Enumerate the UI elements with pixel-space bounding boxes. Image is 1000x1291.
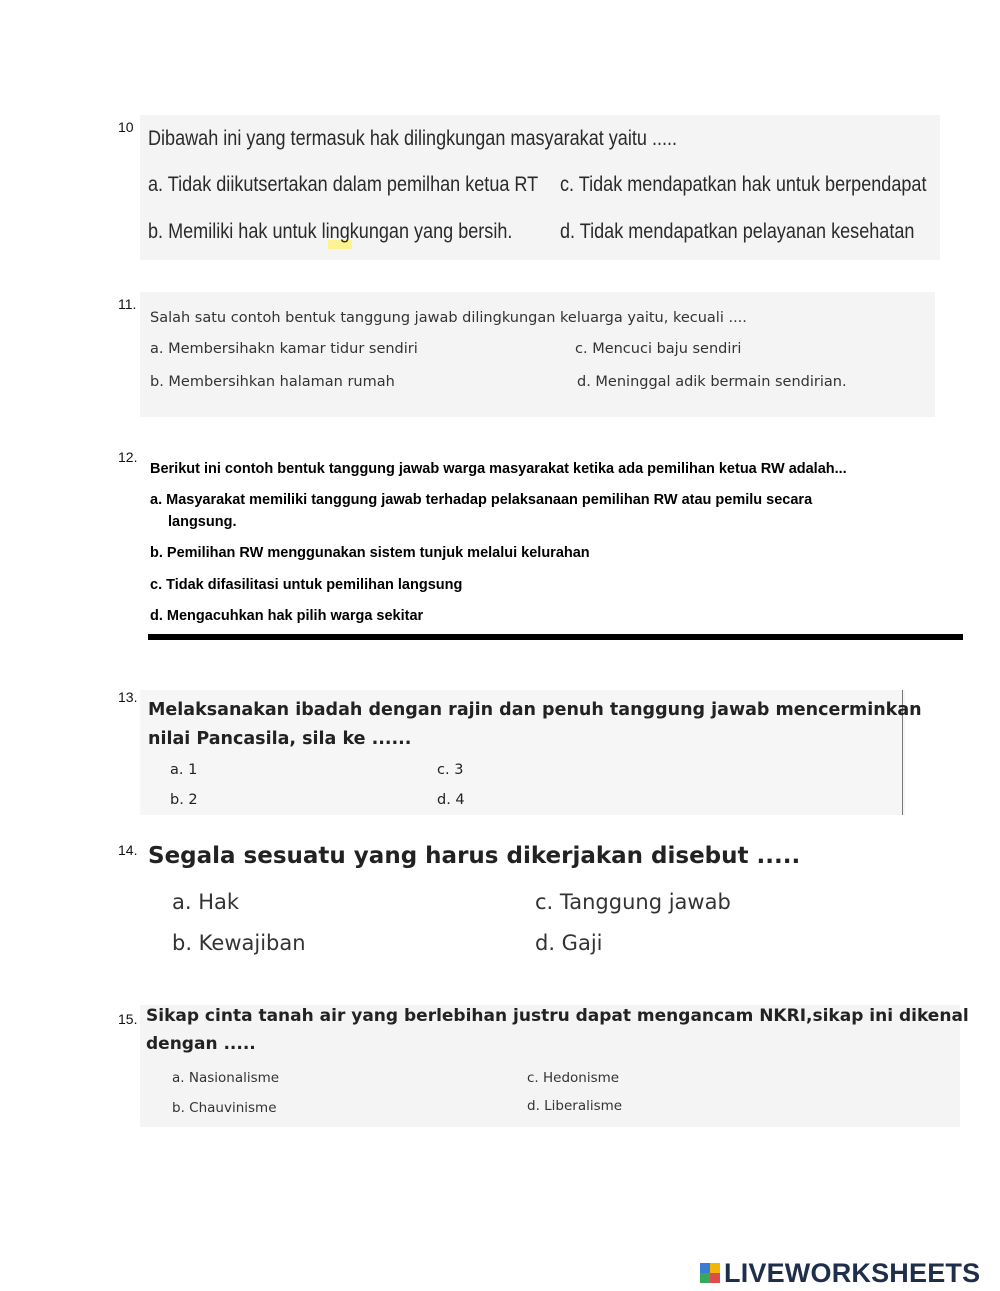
option-a[interactable]: a. Masyarakat memiliki tanggung jawab terhadap pelaksanaan pemilihan RW atau pemilu secara	[150, 492, 813, 508]
option-c[interactable]: c. Tidak mendapatkan hak untuk berpendapat	[560, 173, 927, 196]
liveworksheets-logo-icon	[700, 1263, 720, 1283]
option-c[interactable]: c. Mencuci baju sendiri	[575, 341, 742, 357]
option-d[interactable]: d. Tidak mendapatkan pelayanan kesehatan	[560, 220, 915, 243]
question-number: 10	[118, 119, 134, 135]
option-d[interactable]: d. 4	[437, 792, 465, 808]
option-a[interactable]: a. Nasionalisme	[172, 1070, 280, 1086]
option-b[interactable]: b. Pemilihan RW menggunakan sistem tunjuk melalui kelurahan	[150, 545, 590, 561]
option-d[interactable]: d. Gaji	[535, 931, 603, 955]
option-c[interactable]: c. Tidak difasilitasi untuk pemilihan langsung	[150, 577, 463, 593]
option-d[interactable]: d. Mengacuhkan hak pilih warga sekitar	[150, 608, 424, 624]
option-c[interactable]: c. 3	[437, 762, 464, 778]
brand-name: LIVEWORKSHEETS	[724, 1257, 981, 1288]
option-b[interactable]: b. 2	[170, 792, 198, 808]
question-stem-continued: nilai Pancasila, sila ke ......	[148, 729, 412, 749]
question-stem: Berikut ini contoh bentuk tanggung jawab warga masyarakat ketika ada pemilihan ketua RW adalah...	[150, 461, 847, 477]
separator-rule	[148, 634, 963, 640]
question-number: 12.	[118, 449, 138, 465]
question-number: 13.	[118, 689, 138, 705]
option-d[interactable]: d. Meninggal adik bermain sendirian.	[577, 374, 847, 390]
option-a[interactable]: a. 1	[170, 762, 198, 778]
question-number: 15.	[118, 1011, 138, 1027]
option-c[interactable]: c. Hedonisme	[527, 1070, 620, 1086]
question-number: 11.	[118, 296, 137, 312]
option-c[interactable]: c. Tanggung jawab	[535, 890, 731, 914]
option-b[interactable]: b. Kewajiban	[172, 931, 306, 955]
option-a-continued[interactable]: langsung.	[168, 514, 237, 530]
option-b[interactable]: b. Membersihkan halaman rumah	[150, 374, 395, 390]
option-b[interactable]: b. Chauvinisme	[172, 1100, 277, 1116]
option-b[interactable]: b. Memiliki hak untuk lingkungan yang bersih.	[148, 220, 513, 243]
option-a[interactable]: a. Tidak diikutsertakan dalam pemilhan ketua RT	[148, 173, 539, 196]
question-stem: Sikap cinta tanah air yang berlebihan justru dapat mengancam NKRI,sikap ini dikenal	[146, 1006, 969, 1026]
question-stem: Melaksanakan ibadah dengan rajin dan penuh tanggung jawab mencerminkan	[148, 700, 922, 720]
question-stem-continued: dengan .....	[146, 1034, 256, 1054]
question-stem: Segala sesuatu yang harus dikerjakan disebut .....	[148, 843, 801, 869]
question-number: 14.	[118, 842, 138, 858]
option-a[interactable]: a. Membersihakn kamar tidur sendiri	[150, 341, 418, 357]
option-a[interactable]: a. Hak	[172, 890, 240, 914]
question-stem: Dibawah ini yang termasuk hak dilingkungan masyarakat yaitu .....	[148, 127, 678, 150]
question-stem: Salah satu contoh bentuk tanggung jawab dilingkungan keluarga yaitu, kecuali ....	[150, 310, 747, 326]
option-d[interactable]: d. Liberalisme	[527, 1098, 623, 1114]
liveworksheets-brand[interactable]	[700, 1258, 980, 1288]
